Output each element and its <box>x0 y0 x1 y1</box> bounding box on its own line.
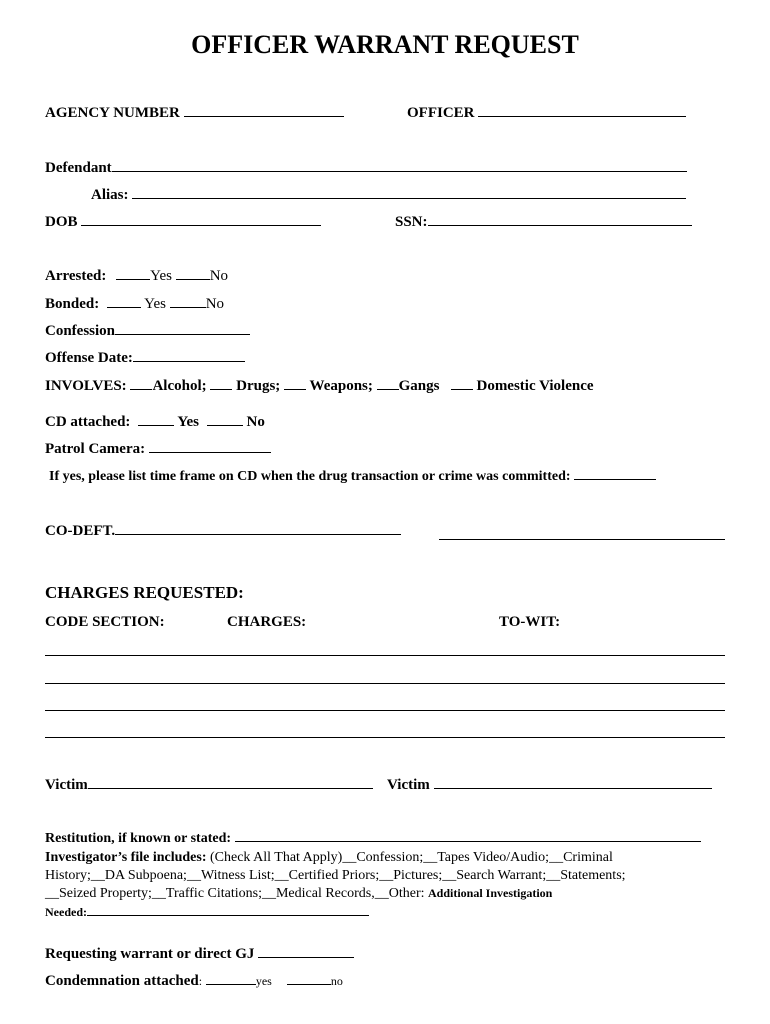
condemnation-no-field[interactable] <box>287 983 331 985</box>
dob-field[interactable] <box>81 224 321 226</box>
dob-row <box>45 214 321 231</box>
file-includes-text-1: (Check All That Apply)__Confession;__Tapes Video/Audio;__Criminal <box>210 850 613 865</box>
offense-date-label: Offense Date: <box>45 350 133 366</box>
file-includes-label: Investigator’s file includes: <box>45 850 207 865</box>
co-deft-field-2[interactable] <box>439 539 725 540</box>
co-deft-row <box>45 523 401 540</box>
officer-field[interactable] <box>478 115 686 117</box>
page-title: OFFICER WARRANT REQUEST <box>191 30 579 59</box>
gangs-check[interactable] <box>377 388 399 390</box>
arrested-yes-field[interactable] <box>116 278 150 280</box>
time-frame-row <box>49 469 656 485</box>
ssn-row <box>395 214 692 231</box>
victim-label-2: Victim <box>387 777 430 793</box>
file-includes-line-2 <box>45 868 626 884</box>
involves-label: INVOLVES: <box>45 378 127 394</box>
co-deft-field-1[interactable] <box>115 533 401 535</box>
restitution-label: Restitution, if known or stated: <box>45 831 232 846</box>
charge-line-2[interactable] <box>45 683 725 684</box>
arrested-row <box>45 268 228 285</box>
arrested-yes-label: Yes <box>150 268 172 284</box>
file-includes-line-3 <box>45 886 552 902</box>
file-includes-text-3: __Seized Property;__Traffic Citations;__Medical Records,__Other: <box>45 886 425 901</box>
to-wit-header: TO-WIT: <box>499 614 561 630</box>
condemnation-row <box>45 973 343 990</box>
confession-row <box>45 323 250 340</box>
gangs-label: Gangs <box>398 378 440 394</box>
code-section-header: CODE SECTION: <box>45 614 165 630</box>
dob-label: DOB <box>45 214 78 230</box>
offense-date-field[interactable] <box>133 360 245 362</box>
offense-date-row <box>45 350 245 367</box>
officer-label: OFFICER <box>407 105 475 121</box>
needed-field[interactable] <box>87 914 369 916</box>
defendant-field[interactable] <box>112 170 687 172</box>
defendant-label: Defendant <box>45 160 112 176</box>
domestic-violence-check[interactable] <box>451 388 473 390</box>
bonded-no-field[interactable] <box>170 306 206 308</box>
time-frame-note: If yes, please list time frame on CD when the drug transaction or crime was committed: <box>49 469 571 484</box>
charges-header: CHARGES: <box>227 614 307 630</box>
cd-attached-row <box>45 414 265 431</box>
agency-number-row <box>45 105 344 122</box>
needed-label: Needed: <box>45 905 87 919</box>
file-includes-line-1 <box>45 850 613 866</box>
co-deft-label: CO-DEFT. <box>45 523 116 539</box>
officer-row <box>407 105 686 122</box>
cd-yes-field[interactable] <box>138 424 174 426</box>
bonded-yes-label: Yes <box>144 296 166 312</box>
condemnation-yes-field[interactable] <box>206 983 256 985</box>
arrested-label: Arrested: <box>45 268 107 284</box>
bonded-no-label: No <box>205 296 225 312</box>
charge-line-4[interactable] <box>45 737 725 738</box>
charge-line-3[interactable] <box>45 710 725 711</box>
requesting-row <box>45 946 354 963</box>
patrol-camera-row <box>45 441 271 458</box>
victim-label-1: Victim <box>45 777 88 793</box>
alias-row <box>91 187 686 204</box>
charges-heading: CHARGES REQUESTED: <box>45 583 244 602</box>
cd-attached-label: CD attached: <box>45 414 131 430</box>
patrol-camera-field[interactable] <box>149 451 271 453</box>
condemnation-colon: : <box>198 974 203 988</box>
agency-number-label: AGENCY NUMBER <box>45 105 180 121</box>
victim-field-2[interactable] <box>434 787 712 789</box>
time-frame-field[interactable] <box>574 478 656 480</box>
weapons-label: Weapons; <box>309 378 373 394</box>
victim-row-1 <box>45 777 373 794</box>
ssn-field[interactable] <box>428 224 692 226</box>
domestic-violence-label: Domestic Violence <box>476 378 594 394</box>
bonded-row <box>45 296 224 313</box>
victim-field-1[interactable] <box>88 787 373 789</box>
alcohol-check[interactable] <box>130 388 152 390</box>
condemnation-no-label: no <box>330 974 343 988</box>
needed-row <box>45 905 369 920</box>
file-includes-text-2: History;__DA Subpoena;__Witness List;__Certified Priors;__Pictures;__Search Warrant;__Statements; <box>45 868 626 883</box>
condemnation-yes-label: yes <box>255 974 272 988</box>
cd-no-label: No <box>246 414 265 430</box>
arrested-no-label: No <box>209 268 229 284</box>
drugs-label: Drugs; <box>236 378 281 394</box>
alias-field[interactable] <box>132 197 686 199</box>
alcohol-label: Alcohol; <box>152 378 207 394</box>
restitution-row <box>45 831 701 847</box>
ssn-label: SSN: <box>395 214 428 230</box>
alias-label: Alias: <box>91 187 129 203</box>
agency-number-field[interactable] <box>184 115 344 117</box>
patrol-camera-label: Patrol Camera: <box>45 441 146 457</box>
cd-yes-label: Yes <box>177 414 200 430</box>
victim-row-2 <box>387 777 712 794</box>
arrested-no-field[interactable] <box>176 278 210 280</box>
confession-label: Confession <box>45 323 116 339</box>
cd-no-field[interactable] <box>207 424 243 426</box>
drugs-check[interactable] <box>210 388 232 390</box>
involves-row <box>45 378 594 395</box>
condemnation-label: Condemnation attached <box>45 973 199 989</box>
defendant-row <box>45 160 687 177</box>
confession-field[interactable] <box>115 333 250 335</box>
additional-investigation-label: Additional Investigation <box>428 886 553 900</box>
requesting-label: Requesting warrant or direct GJ <box>45 946 255 962</box>
restitution-field[interactable] <box>235 840 701 842</box>
bonded-label: Bonded: <box>45 296 100 312</box>
bonded-yes-field[interactable] <box>107 306 141 308</box>
charge-line-1[interactable] <box>45 655 725 656</box>
requesting-field[interactable] <box>258 956 354 958</box>
weapons-check[interactable] <box>284 388 306 390</box>
